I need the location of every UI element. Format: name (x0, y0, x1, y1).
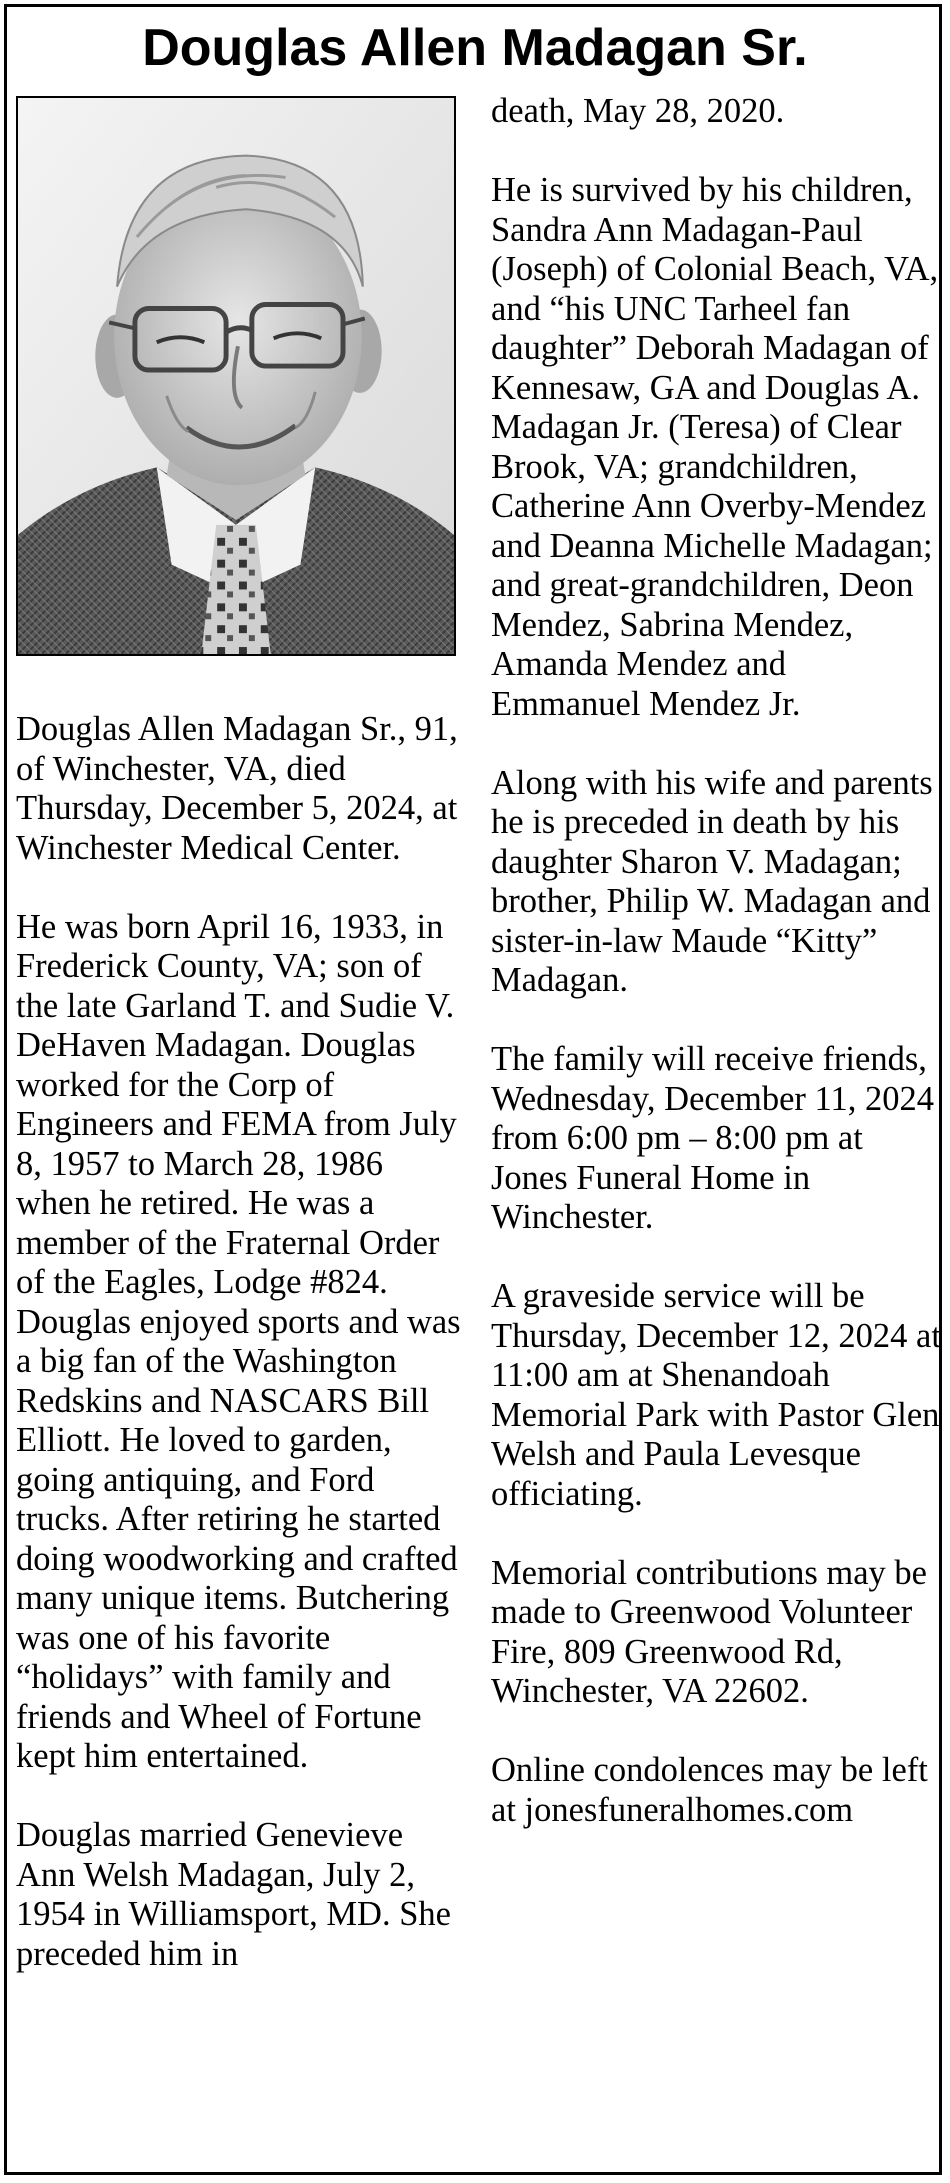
paragraph-death-notice: Douglas Allen Madagan Sr., 91, of Winchester, VA, died Thursday, December 5, 2024, at Winchester Medical Center. (16, 710, 458, 867)
paragraph-visitation: The family will receive friends, Wednesday, December 11, 2024 from 6:00 pm – 8:00 pm at Jones Funeral Home in Winchester. (491, 1040, 935, 1236)
paragraph-marriage-continued: death, May 28, 2020. (491, 92, 785, 130)
paragraph-online-condolences: Online condolences may be left at jonesfuneralhomes.com (491, 1751, 928, 1829)
paragraph-memorial-contributions: Memorial contributions may be made to Greenwood Volunteer Fire, 809 Greenwood Rd, Winchester, VA 22602. (491, 1553, 927, 1710)
portrait-photo-icon (18, 98, 454, 654)
paragraph-graveside-service: A graveside service will be Thursday, December 12, 2024 at 11:00 am at Shenandoah Memorial Park with Pastor Glen Welsh and Paula Levesque officiating. (491, 1277, 941, 1513)
obituary-column-left (16, 710, 466, 1974)
paragraph-survivors: He is survived by his children, Sandra Ann Madagan-Paul (Joseph) of Colonial Beach, VA, and “his UNC Tarheel fan daughter” Deborah Madagan of Kennesaw, GA and Douglas A. Madagan Jr. (Teresa) of Clear Brook, VA; grandchildren, Catherine Ann Overby-Mendez and Deanna Michelle Madagan; and great-grandchildren, Deon Mendez, Sabrina Mendez, Amanda Mendez and Emmanuel Mendez Jr. (491, 171, 939, 723)
paragraph-biography: He was born April 16, 1933, in Frederick County, VA; son of the late Garland T. and Sudie V. DeHaven Madagan. Douglas worked for the Corp of Engineers and FEMA from July 8, 1957 to March 28, 1986 when he retired. He was a member of the Fraternal Order of the Eagles, Lodge #824. Douglas enjoyed sports and was a big fan of the Washington Redskins and NASCARS Bill Elliott. He loved to garden, going antiquing, and Ford trucks. After retiring he started doing woodworking and crafted many unique items. Butchering was one of his favorite “holidays” with family and friends and Wheel of Fortune kept him entertained. (16, 907, 461, 1775)
obituary-title: Douglas Allen Madagan Sr. (142, 19, 808, 77)
paragraph-preceded-in-death: Along with his wife and parents he is preceded in death by his daughter Sharon V. Madagan; brother, Philip W. Madagan and sister-in-law Maude “Kitty” Madagan. (491, 763, 933, 999)
portrait-photo (16, 96, 456, 656)
obituary-column-right (491, 92, 941, 1830)
paragraph-marriage: Douglas married Genevieve Ann Welsh Madagan, July 2, 1954 in Williamsport, MD. She preceded him in (16, 1816, 451, 1973)
